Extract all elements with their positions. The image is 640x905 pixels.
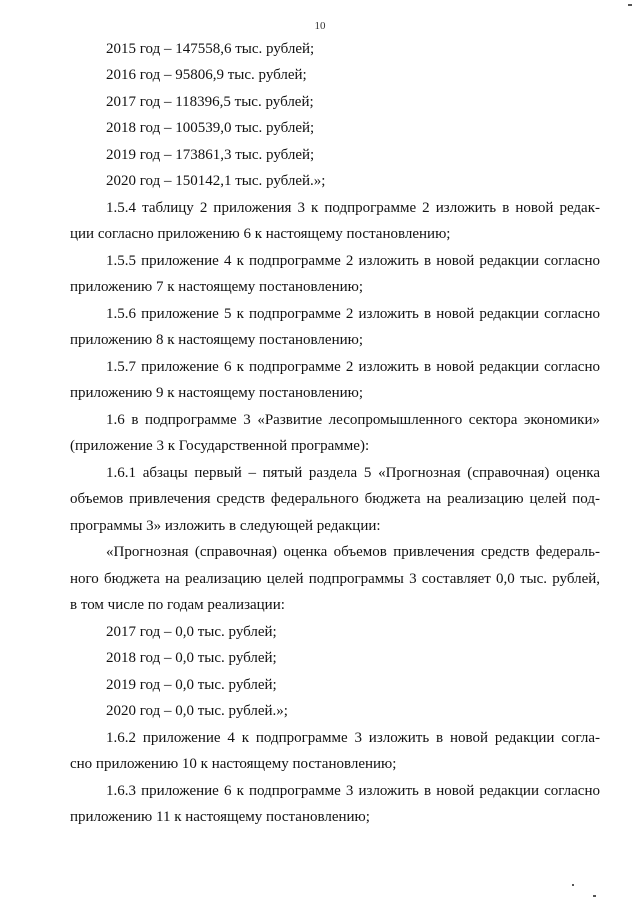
text-line: 2015 год – 147558,6 тыс. рублей; xyxy=(106,41,315,57)
text-line: объемов привлечения средств федерального бюджета на реализацию целей под- xyxy=(70,491,600,507)
text-line: 1.5.4 таблицу 2 приложения 3 к подпрограмме 2 изложить в новой редак- xyxy=(106,200,600,216)
text-line: приложению 7 к настоящему постановлению; xyxy=(70,279,363,295)
scan-speck xyxy=(593,895,596,897)
text-line: ции согласно приложению 6 к настоящему постановлению; xyxy=(70,226,451,242)
text-line: 1.5.5 приложение 4 к подпрограмме 2 изложить в новой редакции согласно xyxy=(106,253,600,269)
text-line: 2017 год – 118396,5 тыс. рублей; xyxy=(106,94,314,110)
text-line: (приложение 3 к Государственной программе): xyxy=(70,438,370,454)
text-line: 2019 год – 173861,3 тыс. рублей; xyxy=(106,147,315,163)
text-line: 2017 год – 0,0 тыс. рублей; xyxy=(106,624,277,640)
page-number: 10 xyxy=(314,20,326,32)
scan-speck xyxy=(572,884,574,886)
text-line: приложению 11 к настоящему постановлению; xyxy=(70,809,370,825)
text-line: 2018 год – 100539,0 тыс. рублей; xyxy=(106,120,315,136)
text-line: в том числе по годам реализации: xyxy=(70,597,285,613)
text-line: 2018 год – 0,0 тыс. рублей; xyxy=(106,650,277,666)
text-line: 1.6.3 приложение 6 к подпрограмме 3 изложить в новой редакции согласно xyxy=(106,783,600,799)
scan-speck xyxy=(628,4,632,6)
text-line: 1.6.2 приложение 4 к подпрограмме 3 изложить в новой редакции согла- xyxy=(106,730,600,746)
text-line: ного бюджета на реализацию целей подпрограммы 3 составляет 0,0 тыс. рублей, xyxy=(70,571,600,587)
text-line: «Прогнозная (справочная) оценка объемов привлечения средств федераль- xyxy=(106,544,600,560)
text-line: 2020 год – 0,0 тыс. рублей.»; xyxy=(106,703,288,719)
text-line: программы 3» изложить в следующей редакции: xyxy=(70,518,381,534)
text-line: 2019 год – 0,0 тыс. рублей; xyxy=(106,677,277,693)
text-line: 2020 год – 150142,1 тыс. рублей.»; xyxy=(106,173,326,189)
text-line: 1.6 в подпрограмме 3 «Развитие лесопромышленного сектора экономики» xyxy=(106,412,600,428)
text-line: 2016 год – 95806,9 тыс. рублей; xyxy=(106,67,307,83)
text-line: 1.6.1 абзацы первый – пятый раздела 5 «Прогнозная (справочная) оценка xyxy=(106,465,600,481)
text-line: 1.5.7 приложение 6 к подпрограмме 2 изложить в новой редакции согласно xyxy=(106,359,600,375)
text-line: сно приложению 10 к настоящему постановлению; xyxy=(70,756,397,772)
text-line: приложению 9 к настоящему постановлению; xyxy=(70,385,363,401)
text-line: 1.5.6 приложение 5 к подпрограмме 2 изложить в новой редакции согласно xyxy=(106,306,600,322)
text-line: приложению 8 к настоящему постановлению; xyxy=(70,332,363,348)
